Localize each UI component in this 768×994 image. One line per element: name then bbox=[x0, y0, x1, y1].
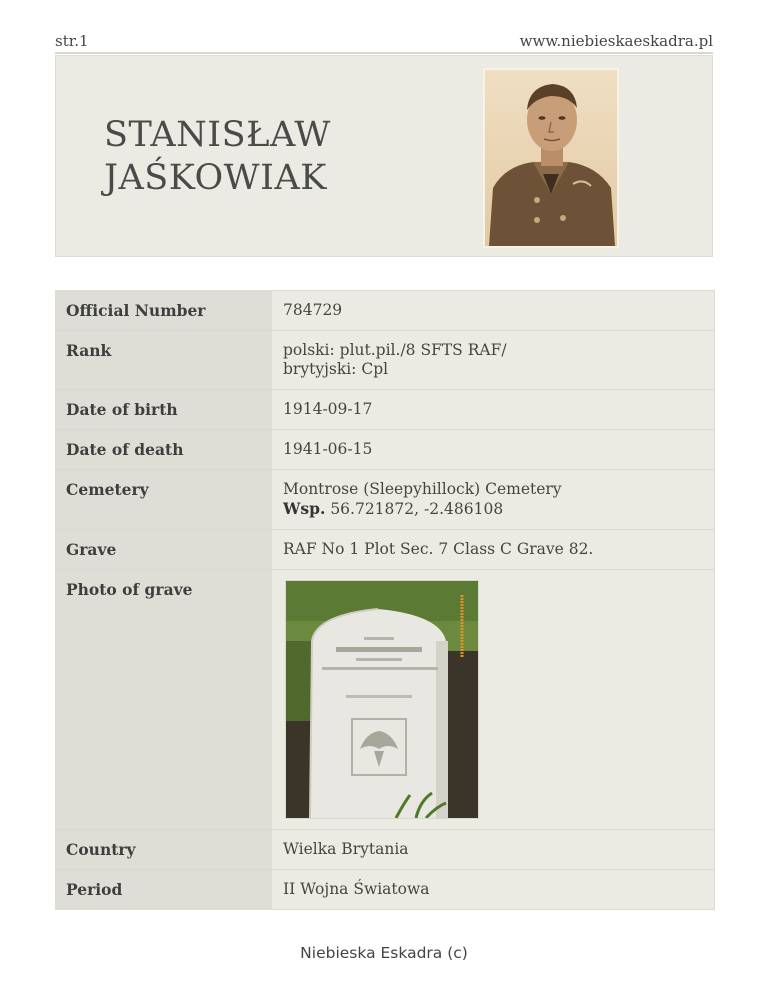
details-table bbox=[55, 290, 715, 910]
row-cemetery bbox=[56, 469, 714, 529]
row-grave bbox=[56, 529, 714, 569]
site-url-link[interactable]: www.niebieskaeskadra.pl bbox=[519, 32, 713, 50]
row-value: 784729 bbox=[283, 301, 343, 319]
cemetery-name: Montrose (Sleepyhillock) Cemetery bbox=[283, 480, 562, 498]
page-number: str.1 bbox=[55, 32, 89, 50]
row-label: Date of death bbox=[56, 430, 272, 469]
gravestone-image bbox=[286, 581, 478, 818]
coords-label: Wsp. bbox=[283, 499, 326, 518]
row-label: Official Number bbox=[56, 291, 272, 330]
cemetery-coordinates bbox=[283, 499, 703, 519]
name-first: STANISŁAW bbox=[104, 115, 331, 155]
row-value: 1941-06-15 bbox=[283, 440, 373, 458]
page-header bbox=[55, 30, 713, 54]
grave-photo[interactable] bbox=[285, 580, 479, 819]
row-value bbox=[272, 331, 714, 389]
row-country bbox=[56, 829, 714, 869]
row-value: RAF No 1 Plot Sec. 7 Class C Grave 82. bbox=[283, 540, 594, 558]
rank-british: brytyjski: Cpl bbox=[283, 360, 389, 378]
row-value: 1914-09-17 bbox=[283, 400, 373, 418]
page-footer: Niebieska Eskadra (c) bbox=[300, 944, 468, 962]
row-rank bbox=[56, 330, 714, 389]
row-value: Wielka Brytania bbox=[283, 840, 409, 858]
name-last: JAŚKOWIAK bbox=[104, 158, 327, 198]
portrait-image bbox=[485, 70, 617, 246]
row-official-number bbox=[56, 291, 714, 330]
rank-polish: polski: plut.pil./8 SFTS RAF/ bbox=[283, 341, 507, 359]
row-label: Photo of grave bbox=[56, 570, 272, 829]
row-label: Country bbox=[56, 830, 272, 869]
row-date-of-birth bbox=[56, 389, 714, 429]
row-value bbox=[272, 470, 714, 529]
row-label: Period bbox=[56, 870, 272, 909]
coords-value[interactable]: 56.721872, -2.486108 bbox=[330, 500, 504, 518]
row-value: II Wojna Światowa bbox=[283, 880, 430, 898]
profile-header bbox=[55, 55, 713, 257]
portrait-photo bbox=[483, 68, 619, 248]
row-label: Date of birth bbox=[56, 390, 272, 429]
person-name bbox=[104, 114, 331, 200]
row-label: Cemetery bbox=[56, 470, 272, 529]
row-value bbox=[272, 570, 714, 829]
row-date-of-death bbox=[56, 429, 714, 469]
row-period bbox=[56, 869, 714, 909]
row-label: Grave bbox=[56, 530, 272, 569]
row-photo-of-grave bbox=[56, 569, 714, 829]
row-label: Rank bbox=[56, 331, 272, 389]
